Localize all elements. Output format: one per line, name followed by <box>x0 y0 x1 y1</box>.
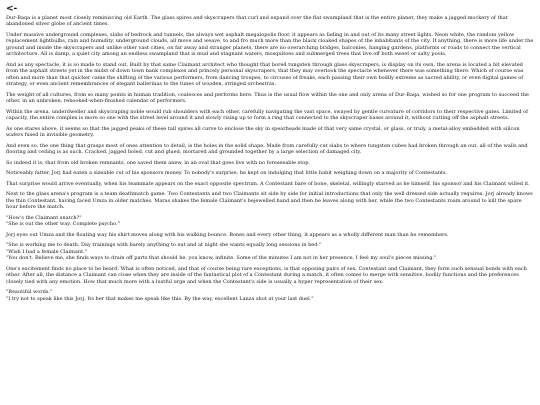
dialogue-block <box>6 215 534 228</box>
paragraph: Dur-Baqa is a planet most closely reminiscing old Earth. The glass spires and skyscrapers that curl and expand over the flat swampland that is the entire planet, they make a jagged mockery of that abandoned silver globe of ancient times. <box>6 15 508 28</box>
paragraph: And as any spectacle, it is so made to stand out. Built by that same Claimant architect who thought that bored tungsten through glass skyscrapers, is display on its own, the arena is located a bit elevated from the asphalt streets yet in the midst of down town bank complexes and princely personal skyscrapers, that they may overlook the spectacle whenever there was something there. Which of course was often and more than that quicker came the shifting of the various performers, from dancing troupes, to circuses of freaks, each passing their own bodily extreme as sacred ability, or even digital games of strategy, or even ancient remembrances of elegant ballerinas to the tunes of wooden, stringed orchestras. <box>6 61 524 88</box>
paragraph: As one stares above, it seems so that the jagged peaks of these tall spires all curve to enclose the sky in spearheads made of that very same crystal, or glass, or truly, a metal-alloy embedded with silicon wafers fused in invisible geometry. <box>6 125 520 139</box>
dialogue-line: "Wish I had a female Claimant." <box>6 248 87 255</box>
story-body <box>6 15 534 302</box>
paragraph: That surprise would arrive eventually, when his teammate appears on the exact opposite spectrum. A Contestant bare of bone, skeletal, willingly starved as he himself, his sponsor and his Claimant willed it. <box>6 180 530 187</box>
dialogue-block <box>6 289 534 302</box>
dialogue-line: "She is out the other way. Complete psycho." <box>6 221 120 228</box>
paragraph: So indeed it is, that from old broken remnants, one saved them anew, in an oval that goes live with no foreseeable stop. <box>6 159 311 166</box>
dialogue-line: "How's the Claimant snatch?" <box>6 214 82 221</box>
paragraph: Within the arena, underdweller and skyscraping noble would rub shoulders with each other, carefully navigating the vast space, swayed by gentle curvature of corridors to their respective gates. Limited of capacity, the entire complex is more so one with the street level around it and slowly rising up to form a ring that connected to the skyscraper bases around it, without cutting off the asphalt streets. <box>6 108 528 122</box>
dialogue-line: "I try not to speak like this Jorj. Its her that makes me speak like this. By the way, excellent Lanza shot at your last duel." <box>6 295 314 302</box>
paragraph: One's excitement finds no place to be heard. What is often noticed, and that of course being rare exceptions, is that opposing pairs of sex, Contestant and Claimant, they form such sensual bonds with each other. After all, the distance a Claimant can close when they are inside of the fantastical plot of a Contestant during a match, it often comes to merge with sensitive, bodily functions and the preferences closely tied with any emotion. How that much more with a lustful urge and when the Contestant's side is usually a hyper representation of their sex. <box>6 265 527 285</box>
dialogue-line: "Beautiful words." <box>6 289 53 296</box>
dialogue-line: "She is working me to death. Day trainings with barely anything to eat and at night she wants equally long sessions in bed." <box>6 242 322 249</box>
back-link[interactable]: <- <box>6 4 18 14</box>
paragraph: Next to the glass arena's program is a team deathmatch game. Two Contestants and two Claimants sit side by side for initial introductions that only the well dressed side actually requires. Jorj already knows the thin Contestant, having faced Umza in older matches. Maras shakes the female Claimant's bejewelled hand and then he leaves along with her, while the two Contestants roam around to kill the spare hour before the match. <box>6 191 533 211</box>
dialogue-block <box>6 242 534 261</box>
paragraph: Noticeably fatter, Jorj had eaten a sizeable cut of his sponsors money. To nobody's surprise, he kept on indulging that little habit weighing down on a majority of Contestants. <box>6 170 448 177</box>
top-nav <box>6 5 534 15</box>
dialogue-line: "You don't. Believe me, she finds ways to drain off parts that should be, you know, infinite. Some of the minutes I am not in her presence, I feel my soul's pieces missing." <box>6 255 437 262</box>
paragraph: Jorj eyes out Umza and the floating way his shirt moves along with his walking bounce. Bones and every other thing, it appears as a wholly different man than he remembers. <box>6 231 449 238</box>
paragraph: The weight of all cultures, from so many points in human tradition, coalesces and performs here. Thus is the usual flow within the one and only arena of Dur-Baqa, wished so for one program to succeed the other, in an unbroken, rebooked-when-finished calendar of performers. <box>6 91 529 105</box>
paragraph: Under massive underground complexes, slabs of bedrock and tunnels, the always wet asphalt megalopolis floor, it appears as fading in and out of its many street lights. Neon white, the random yellow replacement lightbulbs, rain and humidity, underground clouds, all move and weave, to and fro much more than the black cloaked shapes of the inhabitants of the city. If anything, there is more life under the ground and inside the skyscrapers and unlike other vast cities, on far away and stranger planets, there are no overarching bridges, balconies, hanging gardens, platforms or roads to connect the vertical architecture. All is damp, a quiet city among an endless swampland that is mud and stagnant waters, mosquitoes and submerged trees that live off both sweet or salty pools. <box>6 32 534 58</box>
paragraph: And even so, the one thing that grasps most of ones attention to detail, is the holes in the solid shape. Made from carefully cut slabs to where tungsten cubes had broken through an out, all of the walls and flooring and ceiling is as such. Cracked, jagged holed, cut and glued, mortared and grounded together by a large selection of damaged city. <box>6 142 528 156</box>
